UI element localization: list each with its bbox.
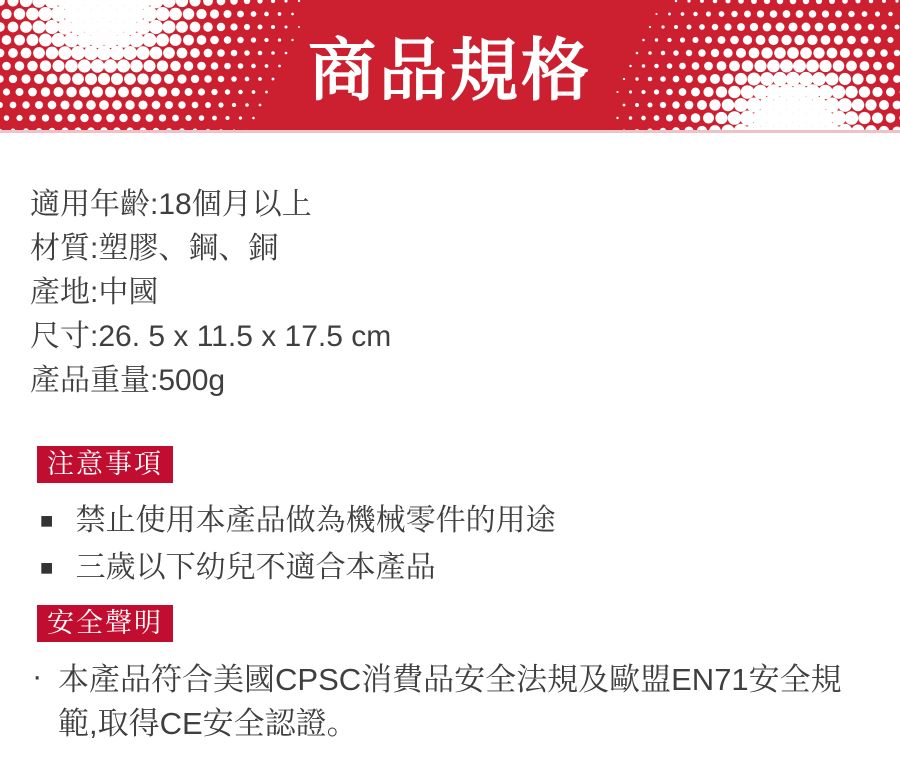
safety-note	[30, 658, 870, 746]
spec-line-material: 材質:塑膠、鋼、銅	[30, 232, 279, 265]
list-item-text: 三歲以下幼兒不適合本產品	[75, 551, 436, 584]
safety-note-text: 本產品符合美國CPSC消費品安全法規及歐盟EN71安全規範,取得CE安全認證。	[58, 662, 842, 741]
list-item	[40, 497, 900, 544]
safety-label: 安全聲明	[37, 605, 173, 642]
square-bullet-icon: ■	[40, 555, 54, 580]
dot-bullet-icon: ·	[32, 658, 43, 693]
spec-line-weight: 產品重量:500g	[30, 364, 226, 397]
spec-line-age: 適用年齡:18個月以上	[30, 188, 312, 221]
spec-list	[30, 183, 900, 403]
notice-list	[40, 497, 900, 591]
page-title: 商品規格	[307, 32, 592, 109]
spec-line-dimensions: 尺寸:26. 5 x 11.5 x 17.5 cm	[30, 320, 392, 353]
banner	[0, 0, 900, 133]
notice-label: 注意事項	[37, 446, 173, 483]
list-item	[40, 544, 900, 591]
list-item-text: 禁止使用本產品做為機械零件的用途	[75, 504, 556, 537]
square-bullet-icon: ■	[40, 508, 54, 533]
spec-line-origin: 產地:中國	[30, 276, 159, 309]
